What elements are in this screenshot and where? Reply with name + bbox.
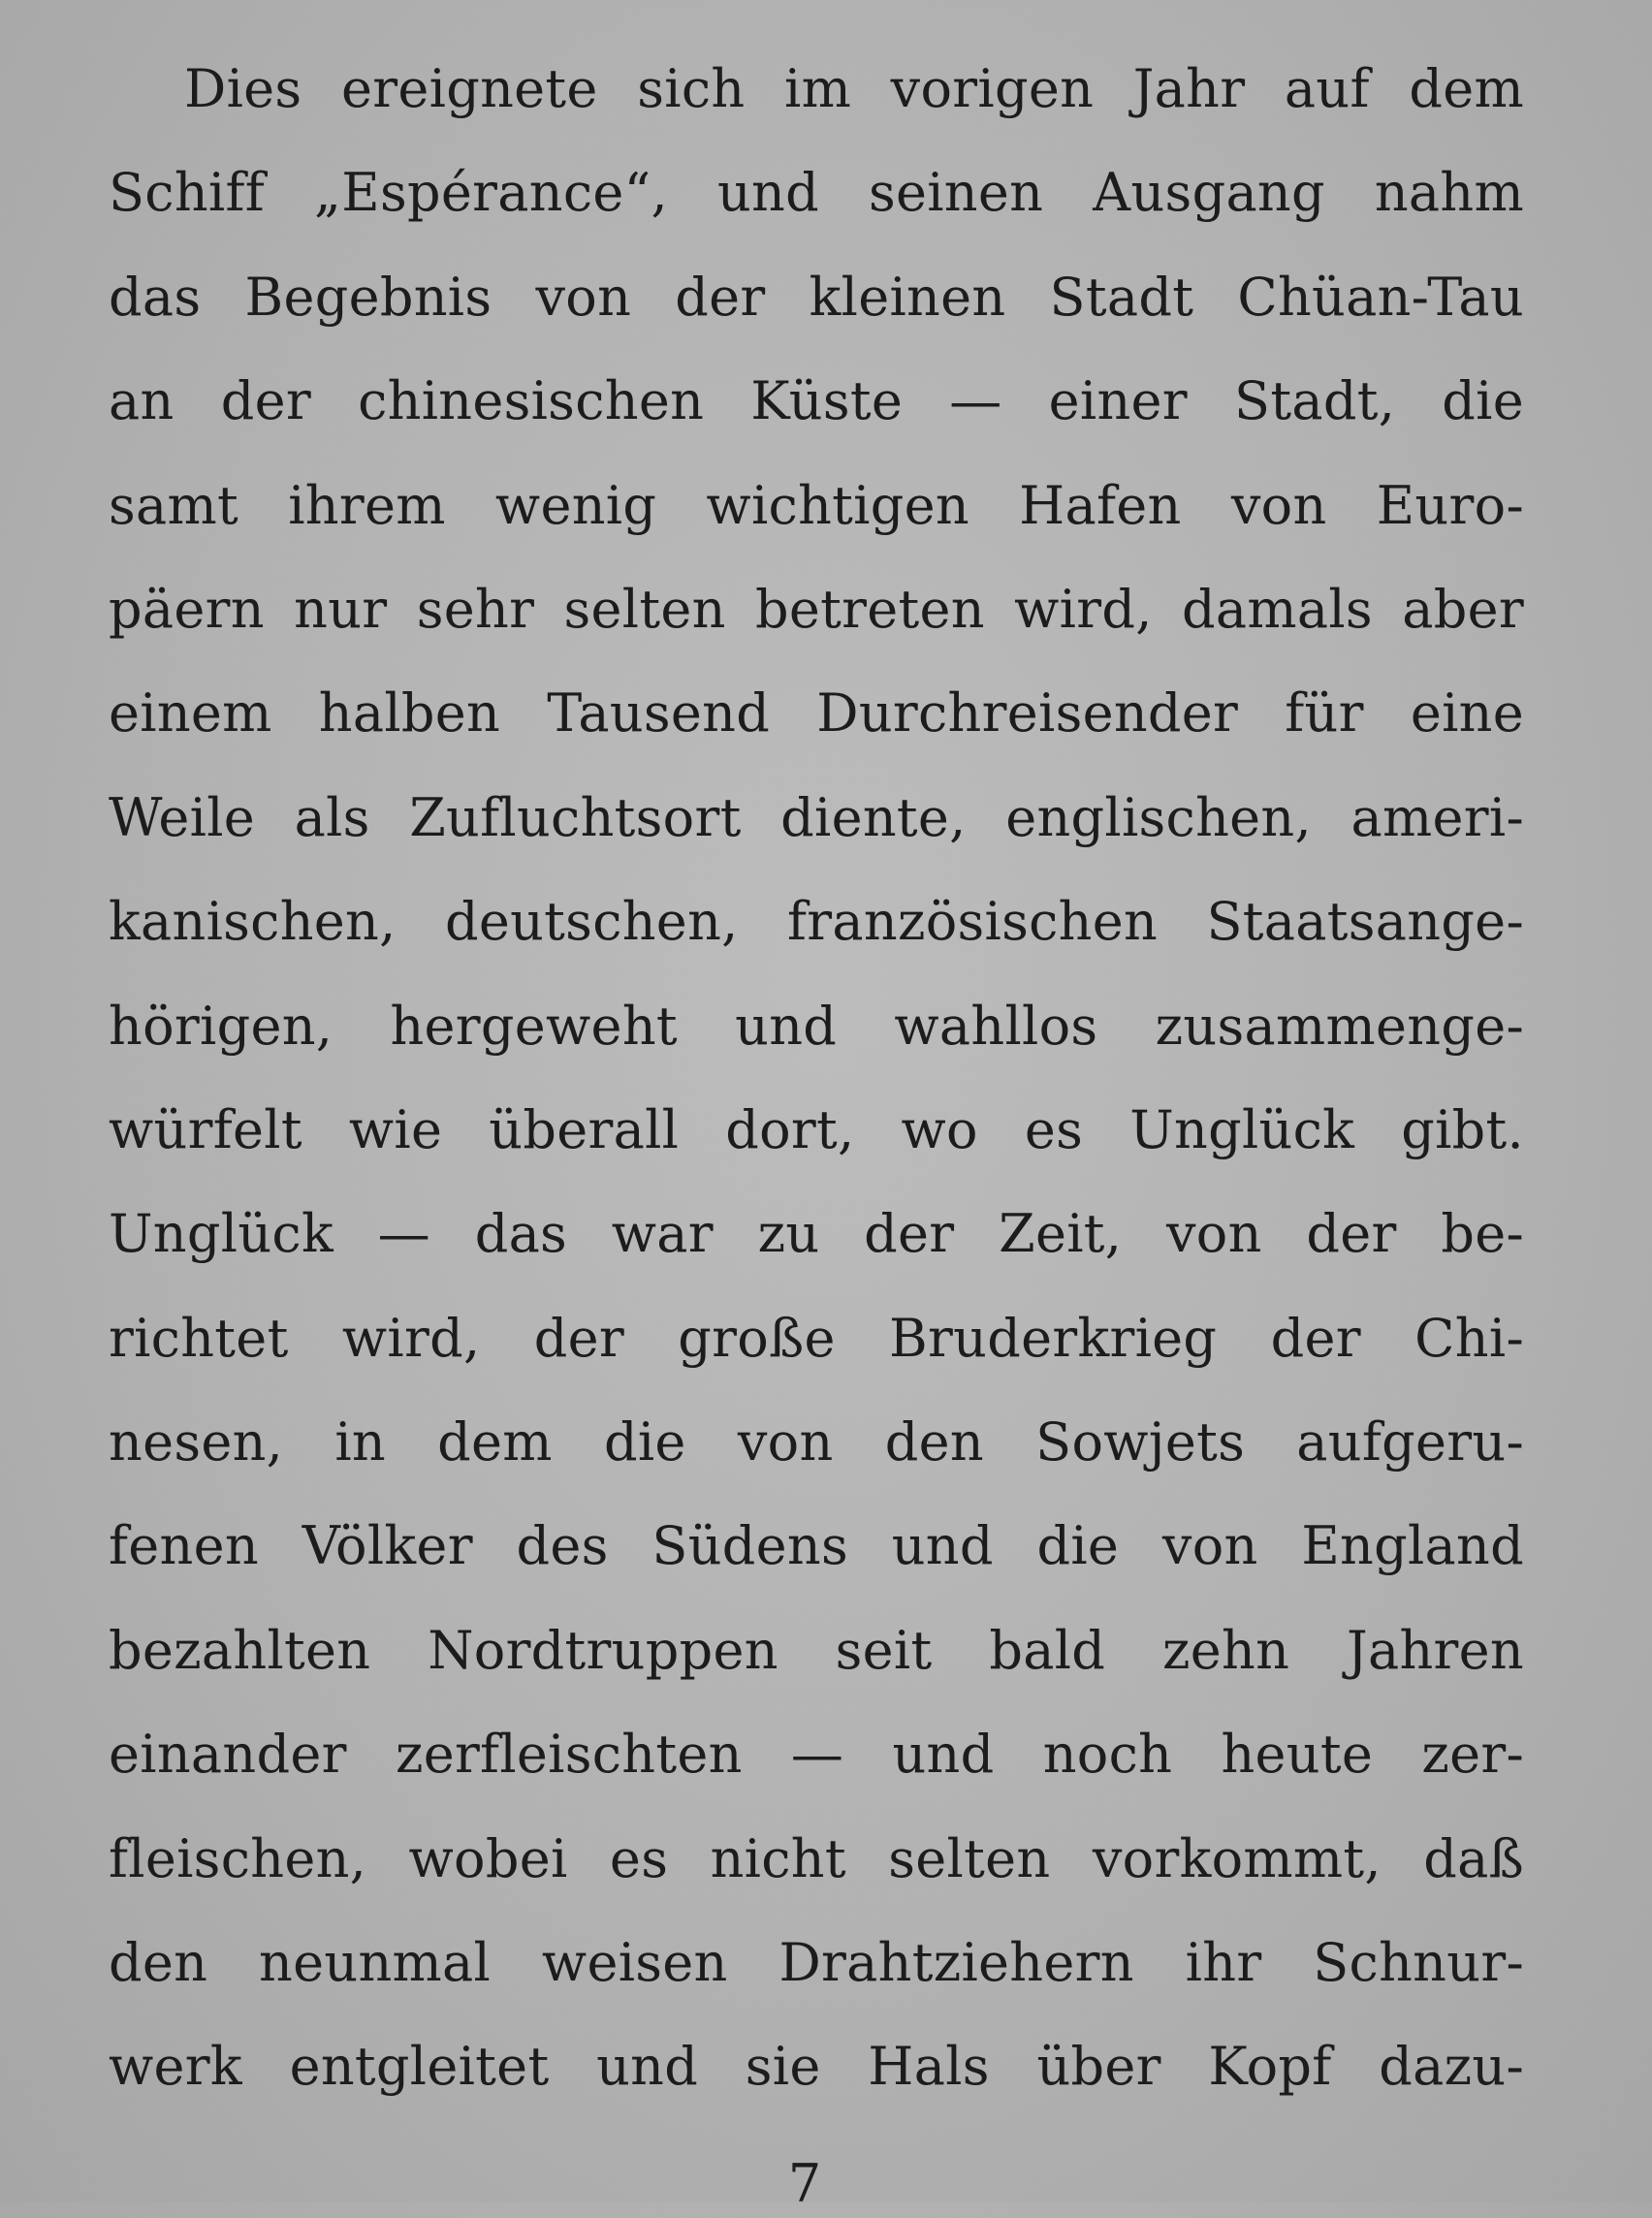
text-line: fenen Völker des Südens und die von England — [109, 1515, 1524, 1577]
text-line: Schiff „Espérance“, und seinen Ausgang nahm — [109, 162, 1524, 224]
page-number: 7 — [787, 2153, 822, 2214]
body-text — [109, 37, 1524, 2119]
text-line: den neunmal weisen Drahtziehern ihr Schnur- — [109, 1932, 1524, 1994]
text-line: das Begebnis von der kleinen Stadt Chüan-Tau — [109, 266, 1524, 328]
text-line: bezahlten Nordtruppen seit bald zehn Jahren — [109, 1619, 1524, 1681]
text-line: kanischen, deutschen, französischen Staatsange- — [109, 891, 1524, 953]
text-line: werk entgleitet und sie Hals über Kopf dazu- — [109, 2036, 1524, 2098]
text-line: einem halben Tausend Durchreisender für eine — [109, 682, 1524, 745]
text-line: päern nur sehr selten betreten wird, damals aber — [109, 578, 1524, 640]
text-line: richtet wird, der große Bruderkrieg der Chi- — [109, 1307, 1524, 1369]
text-line: Dies ereignete sich im vorigen Jahr auf dem — [184, 58, 1524, 119]
text-line: nesen, in dem die von den Sowjets aufgeru- — [109, 1411, 1524, 1473]
text-line: fleischen, wobei es nicht selten vorkommt, daß — [109, 1827, 1524, 1889]
text-line: Unglück — das war zu der Zeit, von der be- — [109, 1203, 1524, 1265]
text-line: würfelt wie überall dort, wo es Unglück gibt. — [109, 1098, 1524, 1160]
text-line: Weile als Zufluchtsort diente, englischen, ameri- — [109, 786, 1524, 848]
text-line: an der chinesischen Küste — einer Stadt, die — [109, 370, 1524, 432]
text-line: einander zerfleischten — und noch heute zer- — [109, 1724, 1524, 1786]
text-line: samt ihrem wenig wichtigen Hafen von Euro- — [109, 474, 1524, 536]
text-line: hörigen, hergeweht und wahllos zusammenge- — [109, 995, 1524, 1057]
